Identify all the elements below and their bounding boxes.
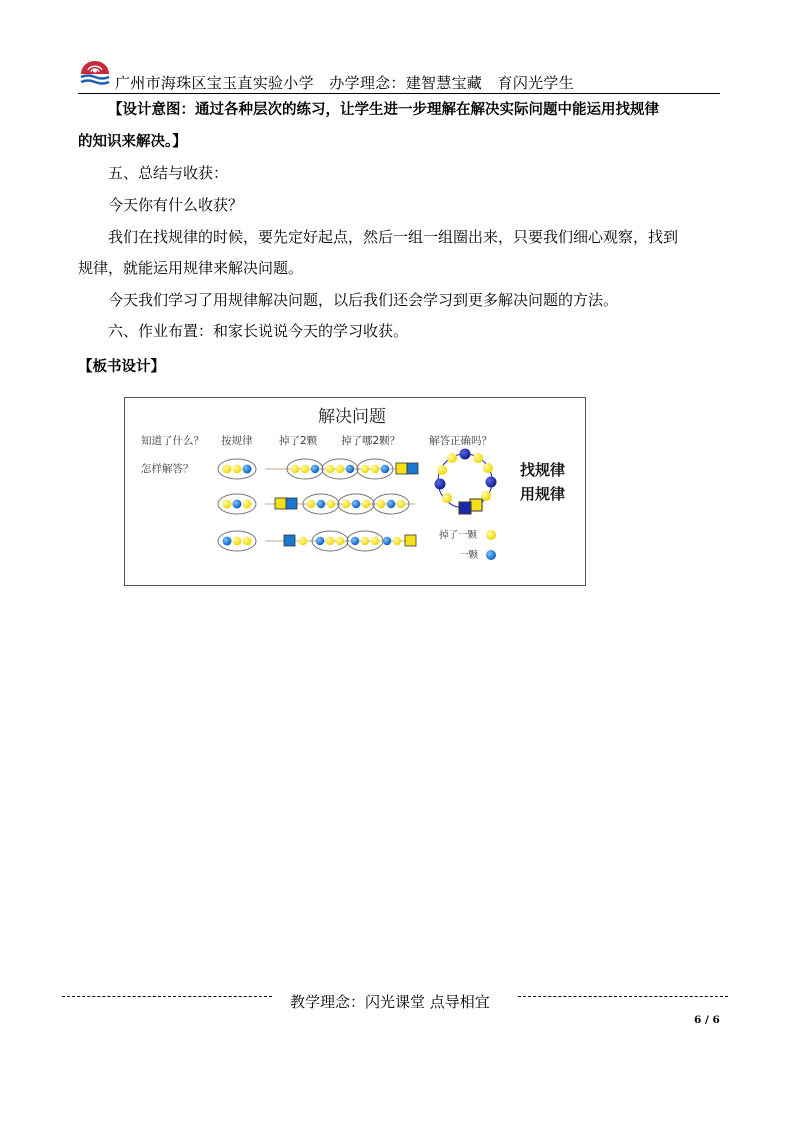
board-col-lost: 掉了2颗 <box>279 435 318 447</box>
footer-dash-right <box>518 996 728 997</box>
section-5-title: 五、总结与收获： <box>108 164 229 182</box>
design-intent-line-2: 的知识来解决。】 <box>78 133 187 150</box>
board-col-correct: 解答正确吗？ <box>429 435 492 447</box>
bead-string-3 <box>265 531 416 551</box>
design-intent-line-1: 【设计意图：通过各种层次的练习，让学生进一步理解在解决实际问题中能运用找规律 <box>108 101 659 118</box>
page-number: 6 / 6 <box>694 1014 720 1026</box>
bead-ring <box>435 449 497 515</box>
bead-string-2 <box>265 494 415 514</box>
board-col-which: 掉了哪2颗？ <box>341 435 401 447</box>
school-philosophy: 办学理念：建智慧宝藏 育闪光学生 <box>329 74 575 92</box>
board-use-pattern: 用规律 <box>520 485 566 503</box>
legend-yellow-bead-icon <box>486 530 496 540</box>
legend-one-label: 一颗 <box>459 550 479 561</box>
legend-blue-bead-icon <box>486 550 496 560</box>
summary-line-1: 我们在找规律的时候，要先定好起点，然后一组一组圈出来，只要我们细心观察，找到 <box>108 228 679 246</box>
section-6-homework: 六、作业布置：和家长说说今天的学习收获。 <box>108 322 409 340</box>
header-rule <box>78 93 720 94</box>
board-design-heading: 【板书设计】 <box>78 358 165 375</box>
footer-text: 教学理念：闪光课堂 点导相宜 <box>290 993 490 1011</box>
school-name: 广州市海珠区宝玉直实验小学 <box>115 74 314 92</box>
board-title: 解决问题 <box>318 407 386 427</box>
school-logo-icon <box>78 58 112 92</box>
school-header-title <box>115 72 574 93</box>
summary-line-3: 今天我们学习了用规律解决问题，以后我们还会学习到更多解决问题的方法。 <box>108 291 619 309</box>
legend-lost-label: 掉了一颗 <box>439 530 478 541</box>
footer-dash-left <box>62 996 272 997</box>
bead-string-1 <box>265 459 418 479</box>
reflection-question: 今天你有什么收获？ <box>108 196 244 214</box>
board-col-rule: 按规律 <box>221 435 253 447</box>
board-question-know: 知道了什么？ <box>141 435 204 447</box>
summary-line-2: 规律，就能运用规律来解决问题。 <box>78 259 304 277</box>
rule-groups <box>218 459 256 551</box>
board-find-pattern: 找规律 <box>520 461 566 479</box>
board-question-how: 怎样解答？ <box>141 463 194 475</box>
page-header <box>78 58 720 94</box>
board-design-figure <box>124 397 586 586</box>
board-diagram <box>125 398 585 585</box>
